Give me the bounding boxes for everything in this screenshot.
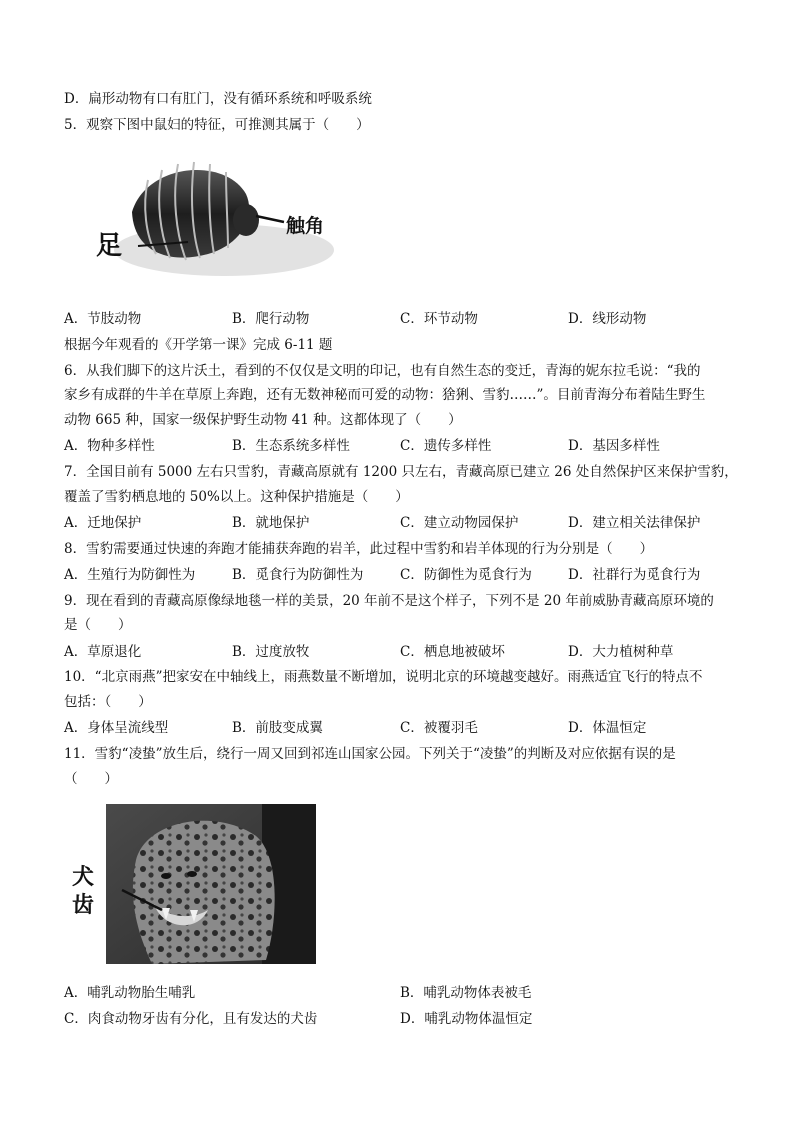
snow-leopard-photo bbox=[66, 800, 320, 970]
q10-option-c[interactable]: C．被覆羽毛 bbox=[400, 720, 478, 736]
q8-option-d[interactable]: D．社群行为觅食行为 bbox=[568, 567, 701, 583]
q9-option-d[interactable]: D．大力植树种草 bbox=[568, 644, 674, 660]
q5-option-b[interactable]: B．爬行动物 bbox=[232, 311, 310, 327]
q9-stem-line2: 是（ ） bbox=[64, 617, 132, 633]
canine-label-line2: 齿 bbox=[72, 893, 95, 918]
q7-stem-line2: 覆盖了雪豹栖息地的 50%以上。这种保护措施是（ ） bbox=[64, 489, 409, 505]
q5-option-d[interactable]: D．线形动物 bbox=[568, 311, 647, 327]
q5-option-c[interactable]: C．环节动物 bbox=[400, 311, 478, 327]
q6-option-c[interactable]: C．遗传多样性 bbox=[400, 438, 492, 454]
q10-option-b[interactable]: B．前肢变成翼 bbox=[232, 720, 323, 736]
q6-stem-line2: 家乡有成群的牛羊在草原上奔跑，还有无数神秘而可爱的动物：猞猁、雪豹……”。目前青海分布着陆生野生 bbox=[64, 387, 706, 403]
q9-option-a[interactable]: A．草原退化 bbox=[64, 644, 142, 660]
q8-option-a[interactable]: A．生殖行为防御性为 bbox=[64, 567, 196, 583]
canine-label-line1: 犬 bbox=[72, 865, 95, 890]
q6-option-d[interactable]: D．基因多样性 bbox=[568, 438, 660, 454]
q7-option-c[interactable]: C．建立动物园保护 bbox=[400, 515, 519, 531]
q7-option-b[interactable]: B．就地保护 bbox=[232, 515, 310, 531]
q11-stem-line2: （ ） bbox=[64, 771, 118, 787]
q10-option-a[interactable]: A．身体呈流线型 bbox=[64, 720, 169, 736]
q10-option-d[interactable]: D．体温恒定 bbox=[568, 720, 647, 736]
q9-stem-line1: 9．现在看到的青藏高原像绿地毯一样的美景，20 年前不是这个样子，下列不是 20 年前威胁青藏高原环境的 bbox=[64, 593, 714, 609]
q10-stem-line2: 包括：（ ） bbox=[64, 694, 152, 710]
q9-option-c[interactable]: C．栖息地被破坏 bbox=[400, 644, 505, 660]
q8-stem: 8．雪豹需要通过快速的奔跑才能捕获奔跑的岩羊，此过程中雪豹和岩羊体现的行为分别是（ ） bbox=[64, 541, 654, 557]
q5-option-a[interactable]: A．节肢动物 bbox=[64, 311, 142, 327]
q11-option-c[interactable]: C．肉食动物牙齿有分化，且有发达的犬齿 bbox=[64, 1011, 318, 1027]
q10-stem-line1: 10．“北京雨燕”把家安在中轴线上，雨燕数量不断增加，说明北京的环境越变越好。雨燕适宜飞行的特点不 bbox=[64, 669, 703, 685]
q6-stem-line1: 6．从我们脚下的这片沃土，看到的不仅仅是文明的印记，也有自然生态的变迁，青海的妮东拉毛说：“我的 bbox=[64, 363, 701, 379]
pillbug-figure bbox=[96, 150, 336, 290]
q7-option-a[interactable]: A．迁地保护 bbox=[64, 515, 142, 531]
q11-option-b[interactable]: B．哺乳动物体表被毛 bbox=[400, 985, 532, 1001]
q5-stem: 5．观察下图中鼠妇的特征，可推测其属于（ ） bbox=[64, 117, 370, 133]
q6-stem-line3: 动物 665 种，国家一级保护野生动物 41 种。这都体现了（ ） bbox=[64, 412, 462, 428]
foot-label: 足 bbox=[96, 231, 123, 261]
q9-option-b[interactable]: B．过度放牧 bbox=[232, 644, 310, 660]
q11-stem-line1: 11．雪豹“凌蛰”放生后，绕行一周又回到祁连山国家公园。下列关于“凌蛰”的判断及对应依据有误的是 bbox=[64, 746, 676, 762]
q8-option-c[interactable]: C．防御性为觅食行为 bbox=[400, 567, 532, 583]
antenna-label: 触角 bbox=[286, 215, 325, 237]
q8-option-b[interactable]: B．觅食行为防御性为 bbox=[232, 567, 364, 583]
q6-option-b[interactable]: B．生态系统多样性 bbox=[232, 438, 350, 454]
q11-option-d[interactable]: D．哺乳动物体温恒定 bbox=[400, 1011, 533, 1027]
section-intro: 根据今年观看的《开学第一课》完成 6-11 题 bbox=[64, 337, 333, 353]
snow-leopard-figure bbox=[66, 800, 320, 970]
pillbug-illustration bbox=[96, 150, 336, 290]
q7-stem-line1: 7．全国目前有 5000 左右只雪豹，青藏高原就有 1200 只左右，青藏高原已建立 26 处自然保护区来保护雪豹， bbox=[64, 464, 738, 480]
q6-option-a[interactable]: A．物种多样性 bbox=[64, 438, 155, 454]
q4-option-d: D．扁形动物有口有肛门，没有循环系统和呼吸系统 bbox=[64, 91, 372, 107]
q7-option-d[interactable]: D．建立相关法律保护 bbox=[568, 515, 701, 531]
q11-option-a[interactable]: A．哺乳动物胎生哺乳 bbox=[64, 985, 196, 1001]
